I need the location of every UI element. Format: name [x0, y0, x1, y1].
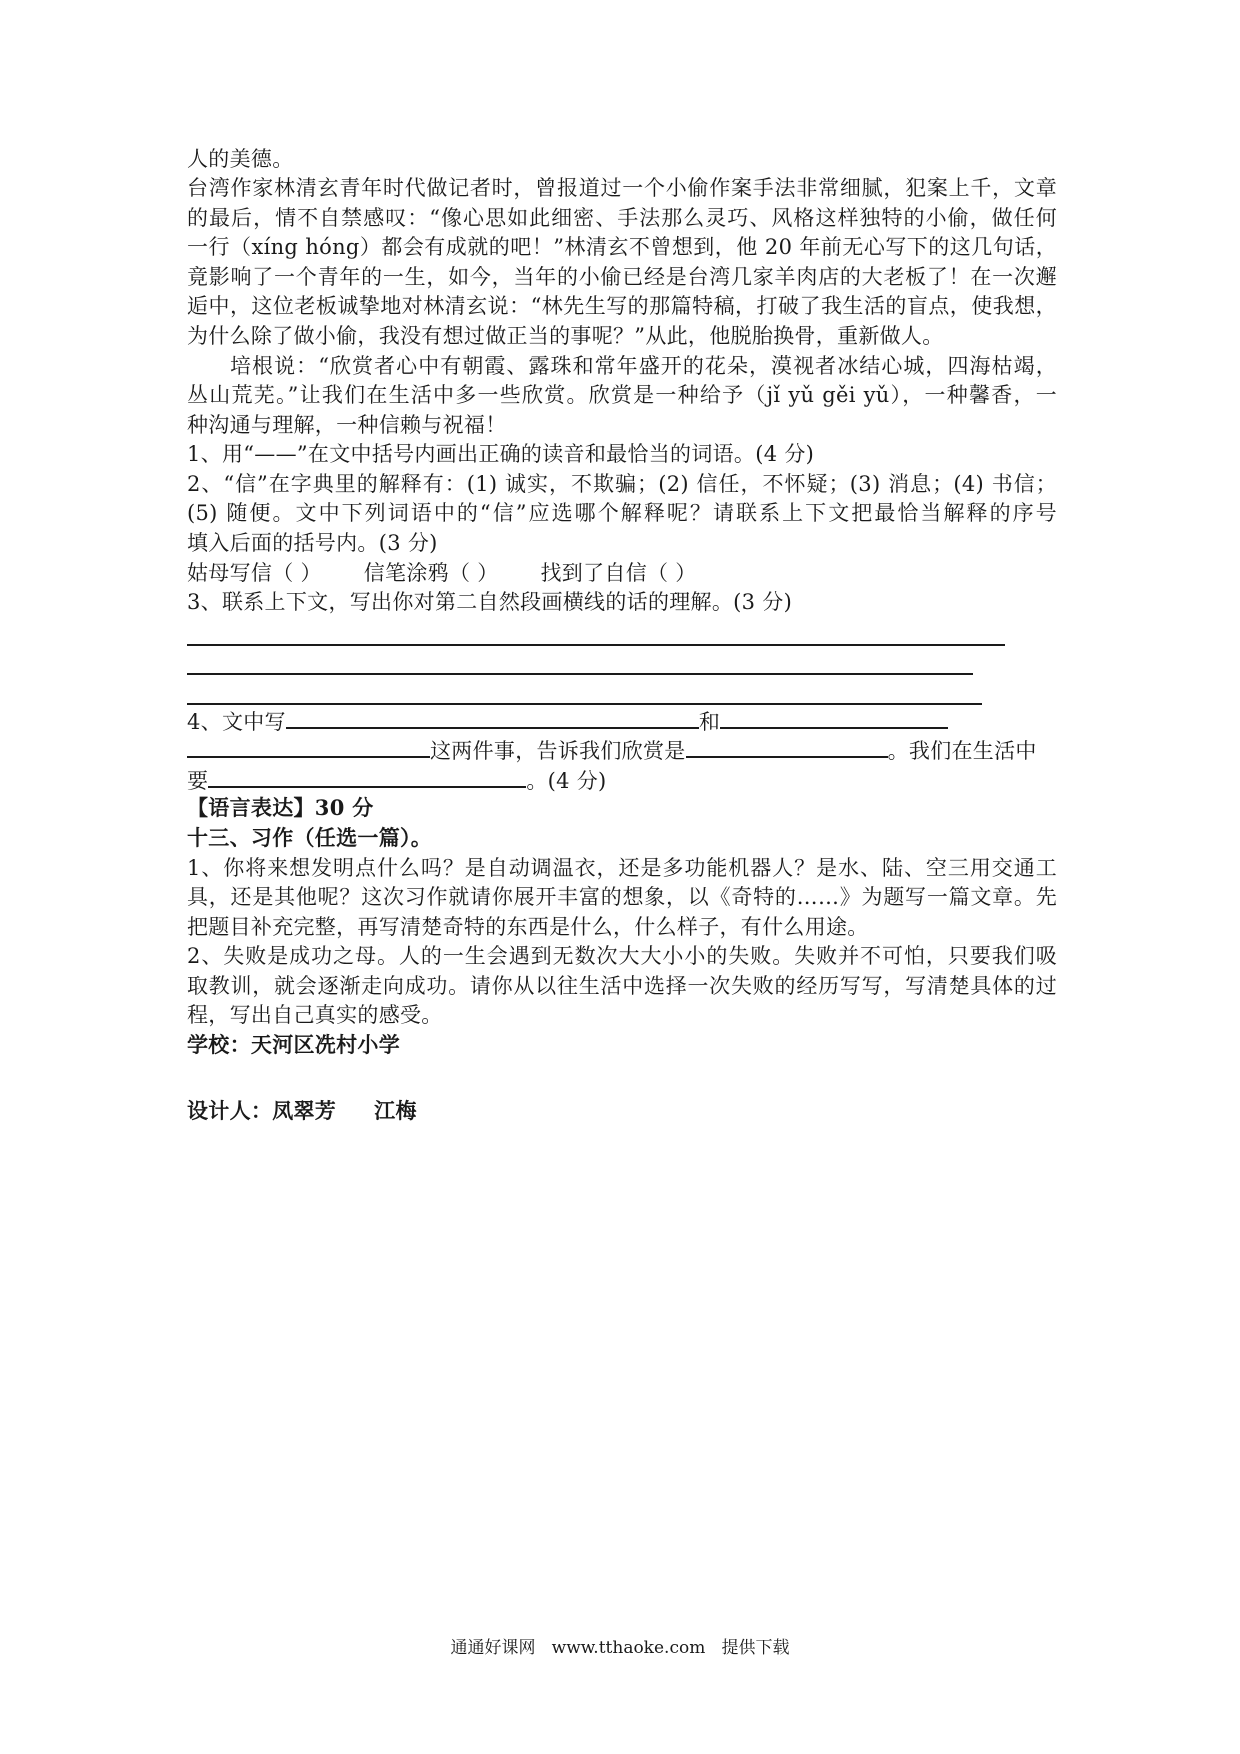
- question-2-line: (5) 随便。文中下列词语中的“信”应选哪个解释呢？请联系上下文把最恰当解释的序号: [187, 501, 1057, 525]
- passage-line: 种沟通与理解，一种信赖与祝福！: [187, 413, 507, 437]
- essay-option-1-line: 把题目补充完整，再写清楚奇特的东西是什么，什么样子，有什么用途。: [187, 915, 869, 939]
- q4-prefix: 4、文中写: [187, 710, 286, 734]
- q4-mid: 这两件事，告诉我们欣赏是: [430, 739, 686, 763]
- passage-line: 竟影响了一个青年的一生，如今，当年的小偷已经是台湾几家羊肉店的大老板了！在一次邂: [187, 265, 1057, 289]
- essay-option-2-line: 2、失败是成功之母。人的一生会遇到无数次大大小小的失败。失败并不可怕，只要我们吸: [187, 944, 1057, 968]
- passage-line: 的最后，情不自禁感叹：“像心思如此细密、手法那么灵巧、风格这样独特的小偷，做任何: [187, 206, 1057, 230]
- q4-blank-2[interactable]: [720, 705, 948, 729]
- question-2-line: 2、“信”在字典里的解释有：(1) 诚实，不欺骗；(2) 信任，不怀疑；(3) 消息；(4) 书信；: [187, 472, 1057, 496]
- q4-blank-1[interactable]: [286, 705, 699, 729]
- school-name: 学校：天河区冼村小学: [187, 1032, 400, 1057]
- q4-blank-4[interactable]: [686, 734, 888, 758]
- q4-blank-3[interactable]: [187, 734, 430, 758]
- answer-line[interactable]: [187, 644, 1005, 646]
- q4-end3: 。(4 分): [526, 769, 607, 793]
- footer-credit: 通通好课网 www.tthaoke.com 提供下载: [450, 1638, 790, 1658]
- question-4-line-2: [187, 734, 1057, 766]
- q2-item-2: 信笔涂鸦（ ）: [363, 561, 499, 585]
- question-4-line-3: [187, 764, 1057, 796]
- q4-and: 和: [698, 710, 721, 734]
- designer-name: 设计人：凤翠芳 江梅: [187, 1098, 417, 1123]
- question-2-items: [187, 558, 1057, 588]
- essay-option-2-line: 取教训，就会逐渐走向成功。请你从以往生活中选择一次失败的经历写写，写清楚具体的过: [187, 974, 1057, 998]
- q2-item-3: 找到了自信（ ）: [540, 561, 697, 585]
- passage-line: 培根说：“欣赏者心中有朝霞、露珠和常年盛开的花朵，漠视者冰结心城，四海枯竭，: [230, 354, 1057, 378]
- answer-line[interactable]: [187, 673, 973, 675]
- q2-item-1: 姑母写信（ ）: [187, 561, 322, 585]
- q4-blank-5[interactable]: [208, 764, 526, 788]
- passage-line: 为什么除了做小偷，我没有想过做正当的事呢？”从此，他脱胎换骨，重新做人。: [187, 324, 944, 348]
- section-heading: 【语言表达】30 分: [187, 795, 374, 820]
- essay-option-2-line: 程，写出自己真实的感受。: [187, 1003, 443, 1027]
- q4-end1: 。我们在生活中: [887, 739, 1037, 763]
- essay-option-1-line: 1、你将来想发明点什么吗？是自动调温衣，还是多功能机器人？是水、陆、空三用交通工: [187, 856, 1057, 880]
- question-2-line: 填入后面的括号内。(3 分): [187, 531, 438, 555]
- section-title: 十三、习作（任选一篇）。: [187, 825, 433, 850]
- question-1: 1、用“——”在文中括号内画出正确的读音和最恰当的词语。(4 分): [187, 442, 815, 466]
- q4-start3: 要: [187, 769, 209, 793]
- passage-line: 人的美德。: [187, 147, 294, 171]
- essay-option-1-line: 具，还是其他呢？这次习作就请你展开丰富的想象，以《奇特的……》为题写一篇文章。先: [187, 885, 1057, 909]
- passage-line: 丛山荒芜。”让我们在生活中多一些欣赏。欣赏是一种给予（jǐ yǔ gěi yǔ），一种馨香，一: [187, 383, 1057, 407]
- passage-line: 逅中，这位老板诚挚地对林清玄说：“林先生写的那篇特稿，打破了我生活的盲点，使我想，: [187, 294, 1057, 318]
- passage-line: 台湾作家林清玄青年时代做记者时，曾报道过一个小偷作案手法非常细腻，犯案上千，文章: [187, 176, 1057, 200]
- question-3: 3、联系上下文，写出你对第二自然段画横线的话的理解。(3 分): [187, 590, 793, 614]
- question-4-line-1: [187, 705, 1057, 737]
- passage-line: 一行（xíng hóng）都会有成就的吧！”林清玄不曾想到，他 20 年前无心写下的这几句话，: [187, 235, 1057, 259]
